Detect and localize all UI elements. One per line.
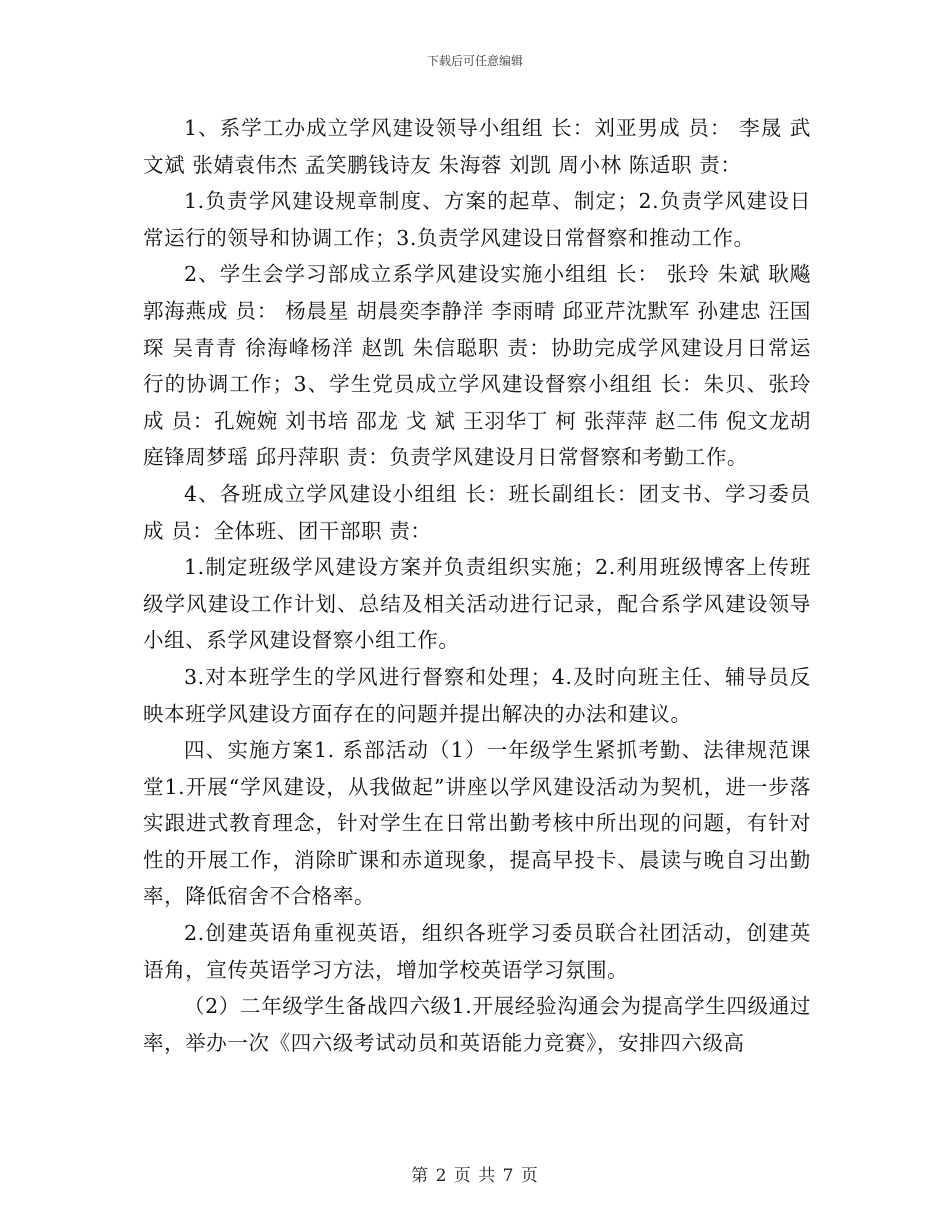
paragraph-9: （2）二年级学生备战四六级1.开展经验沟通会为提高学生四级通过率，举办一次《四六级考试动员和英语能力竞赛》，安排四六级高: [143, 994, 811, 1055]
page-footer: 第 2 页 共 7 页: [411, 1166, 539, 1186]
page-header: 下载后可任意编辑: [426, 54, 523, 68]
paragraph-5: 1.制定班级学风建设方案并负责组织实施；2.利用班级博客上传班级学风建设工作计划、总结及相关活动进行记录，配合系学风建设领导小组、系学风建设督察小组工作。: [143, 555, 811, 653]
paragraph-6: 3.对本班学生的学风进行督察和处理；4.及时向班主任、辅导员反映本班学风建设方面存在的问题并提出解决的办法和建议。: [143, 664, 811, 726]
paragraph-8: 2.创建英语角重视英语，组织各班学习委员联合社团活动，创建英语角，宣传英语学习方法，增加学校英语学习氛围。: [143, 921, 811, 982]
document-body: [143, 110, 811, 1061]
paragraph-3: 2、学生会学习部成立系学风建设实施小组组 长： 张玲 朱斌 耿飚郭海燕成 员： 杨晨星 胡晨奕李静洋 李雨晴 邱亚芹沈默军 孙建忠 汪国琛 吴青青 徐海峰杨洋 赵凯 朱信聪职 责：协助完成学风建设月日常运行的协调工作；3、学生党员成立学风建设督察小组组 长：朱贝、张玲成 员：孔婉婉 刘书培 邵龙 戈 斌 王羽华丁 柯 张萍萍 赵二伟 倪文龙胡庭锋周梦瑶 邱丹萍职 责：负责学风建设月日常督察和考勤工作。: [143, 262, 811, 470]
paragraph-7: 四、实施方案1. 系部活动（1）一年级学生紧抓考勤、法律规范课堂1.开展“学风建设，从我做起”讲座以学风建设活动为契机，进一步落实跟进式教育理念，针对学生在日常出勤考核中所出现的问题，有针对性的开展工作，消除旷课和赤道现象，提高早投卡、晨读与晚自习出勤率，降低宿舍不合格率。: [143, 738, 811, 909]
paragraph-4: 4、各班成立学风建设小组组 长：班长副组长：团支书、学习委员成 员：全体班、团干部职 责：: [143, 481, 811, 543]
paragraph-2: 1.负责学风建设规章制度、方案的起草、制定；2.负责学风建设日常运行的领导和协调工作；3.负责学风建设日常督察和推动工作。: [143, 189, 811, 250]
paragraph-1: 1、系学工办成立学风建设领导小组组 长：刘亚男成 员： 李晟 武文斌 张婧袁伟杰 孟笑鹏钱诗友 朱海蓉 刘凯 周小林 陈适职 责：: [143, 116, 811, 177]
